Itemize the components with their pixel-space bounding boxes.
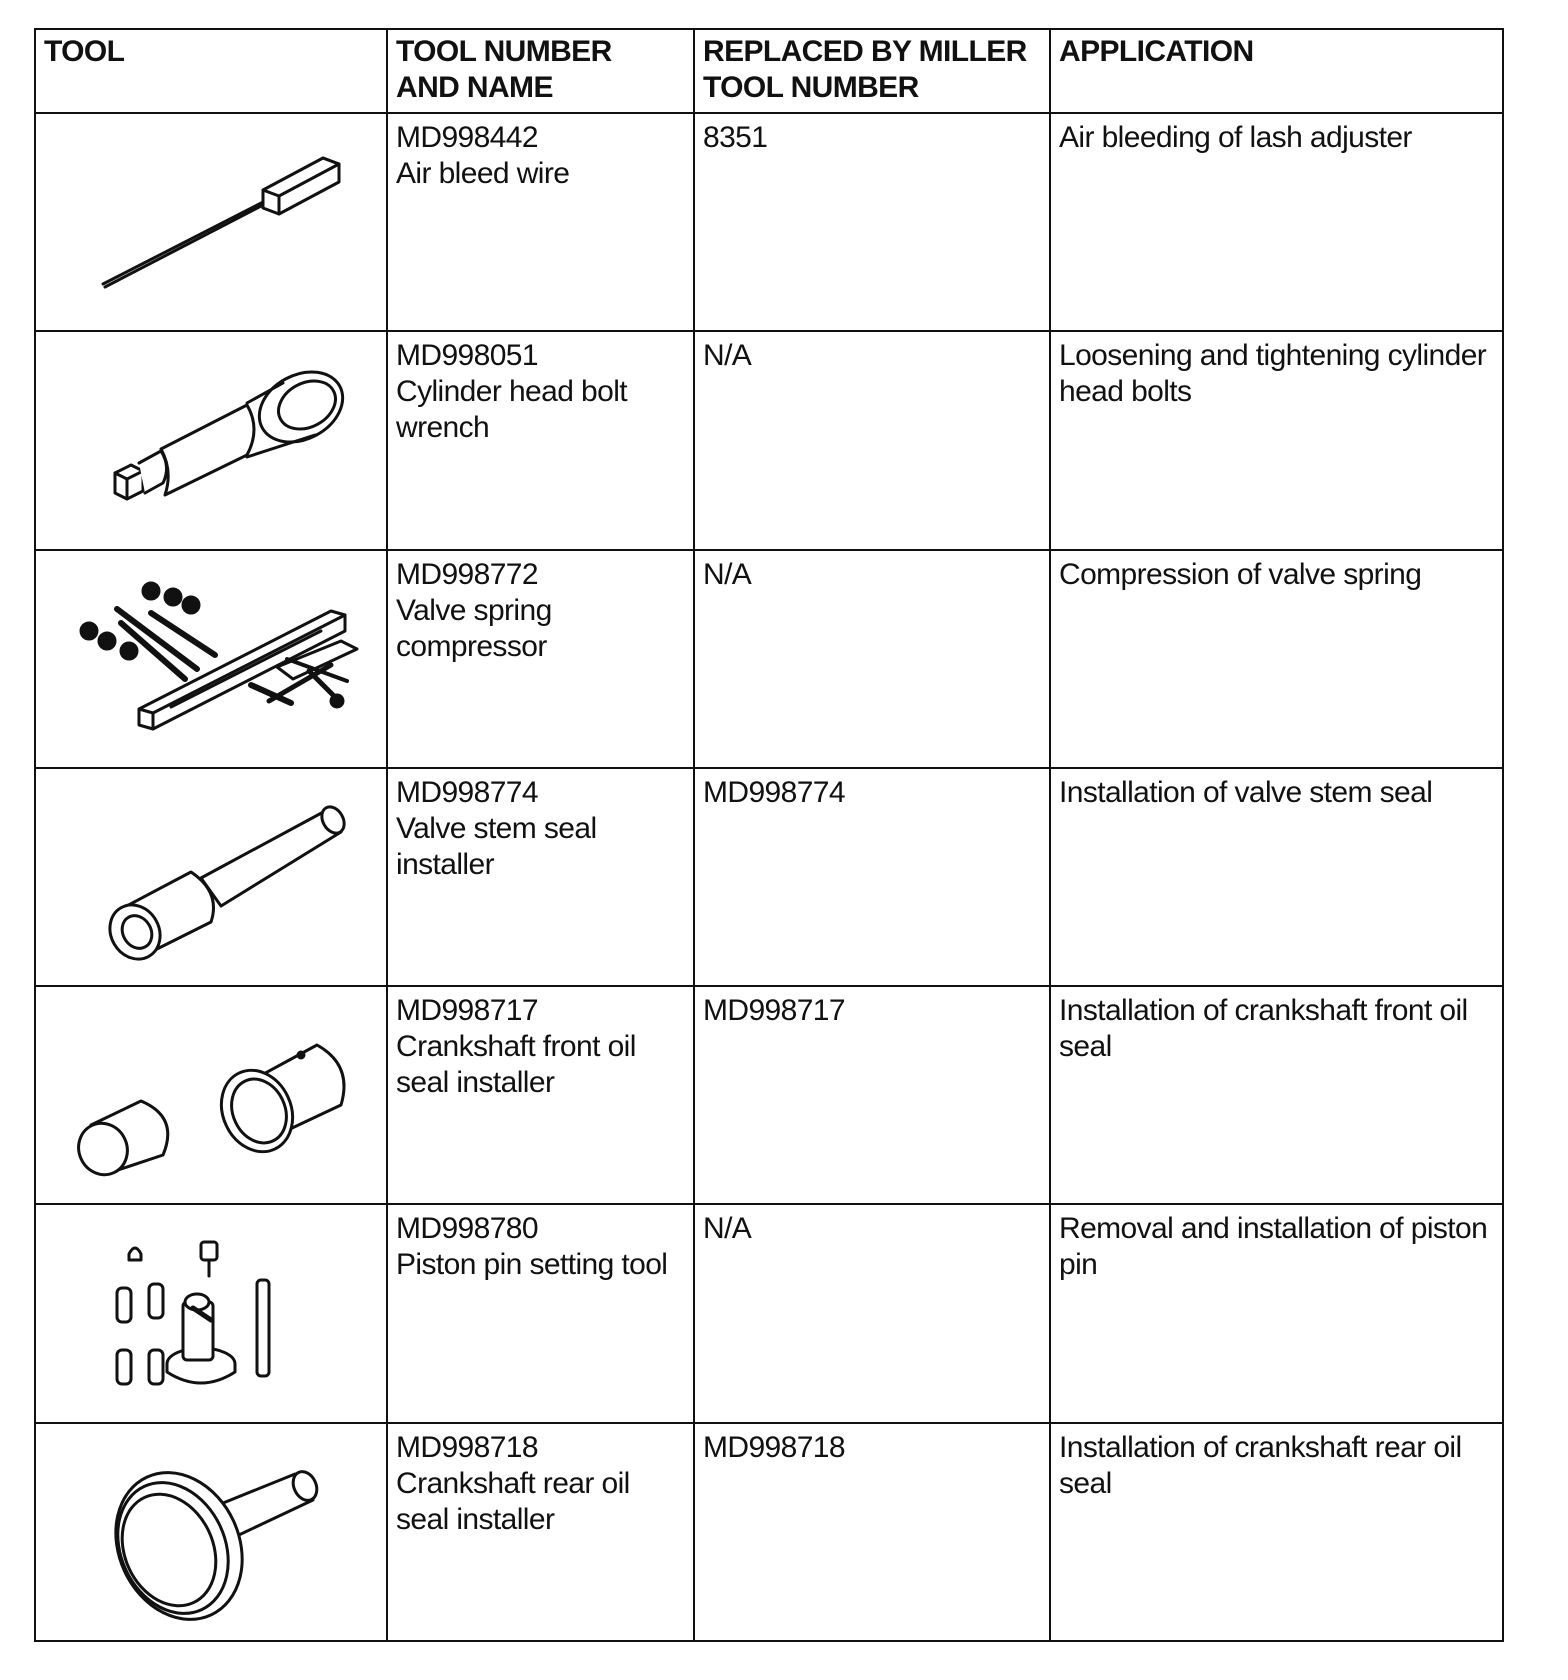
table-row bbox=[35, 1423, 1503, 1641]
tool-number: MD998774 bbox=[396, 775, 538, 809]
miller-number-cell bbox=[694, 331, 1050, 549]
header-tool bbox=[35, 29, 387, 113]
miller-number-cell bbox=[694, 550, 1050, 768]
tool-name: Air bleed wire bbox=[396, 157, 570, 190]
miller-number-cell bbox=[694, 1204, 1050, 1422]
special-tools-table bbox=[34, 28, 1504, 1642]
tool-illustration-cell bbox=[35, 550, 387, 768]
miller-number: MD998717 bbox=[703, 994, 845, 1028]
crankshaft-rear-oil-seal-installer-icon bbox=[61, 1432, 361, 1632]
table-row bbox=[35, 768, 1503, 986]
header-application-label: APPLICATION bbox=[1059, 35, 1254, 68]
tool-name: Cylinder head bolt wrench bbox=[396, 375, 628, 445]
application-text: Removal and installation of piston pin bbox=[1059, 1212, 1488, 1282]
header-tool-label: TOOL bbox=[44, 35, 125, 68]
table-row bbox=[35, 550, 1503, 768]
tool-number-cell bbox=[387, 986, 694, 1204]
header-application bbox=[1050, 29, 1503, 113]
header-miller bbox=[694, 29, 1050, 113]
header-tool-number-line2: AND NAME bbox=[396, 71, 553, 104]
table-row bbox=[35, 986, 1503, 1204]
air-bleed-wire-icon bbox=[61, 132, 361, 312]
tool-number: MD998051 bbox=[396, 339, 538, 373]
application-cell bbox=[1050, 331, 1503, 549]
application-cell bbox=[1050, 113, 1503, 331]
application-text: Installation of valve stem seal bbox=[1059, 775, 1433, 809]
tool-illustration-cell bbox=[35, 768, 387, 986]
tool-number-cell bbox=[387, 550, 694, 768]
miller-number: MD998774 bbox=[703, 775, 845, 809]
miller-number-cell bbox=[694, 768, 1050, 986]
miller-number: MD998718 bbox=[703, 1430, 845, 1464]
tool-number-cell bbox=[387, 331, 694, 549]
tool-illustration-cell bbox=[35, 1423, 387, 1641]
header-miller-line2: TOOL NUMBER bbox=[703, 71, 919, 104]
tool-table-sheet bbox=[34, 28, 1504, 1642]
tool-name: Piston pin setting tool bbox=[396, 1248, 668, 1282]
table-row bbox=[35, 113, 1503, 331]
miller-number: N/A bbox=[703, 339, 752, 373]
tool-number-cell bbox=[387, 768, 694, 986]
tool-number: MD998780 bbox=[396, 1212, 538, 1246]
tool-number: MD998717 bbox=[396, 994, 538, 1028]
miller-number: N/A bbox=[703, 1212, 752, 1246]
tool-name: Valve stem seal installer bbox=[396, 811, 597, 881]
tool-number-cell bbox=[387, 1423, 694, 1641]
tool-number-cell bbox=[387, 113, 694, 331]
piston-pin-setting-tool-icon bbox=[81, 1224, 341, 1404]
cylinder-head-bolt-wrench-icon bbox=[61, 345, 361, 535]
application-text: Compression of valve spring bbox=[1059, 557, 1422, 591]
application-cell bbox=[1050, 986, 1503, 1204]
miller-number: 8351 bbox=[703, 121, 768, 154]
tool-number: MD998718 bbox=[396, 1430, 538, 1464]
application-cell bbox=[1050, 768, 1503, 986]
application-cell bbox=[1050, 550, 1503, 768]
tool-illustration-cell bbox=[35, 113, 387, 331]
header-tool-number bbox=[387, 29, 694, 113]
application-text: Installation of crankshaft rear oil seal bbox=[1059, 1430, 1462, 1500]
valve-stem-seal-installer-icon bbox=[61, 782, 361, 972]
miller-number: N/A bbox=[703, 557, 752, 591]
miller-number-cell bbox=[694, 1423, 1050, 1641]
table-row bbox=[35, 1204, 1503, 1422]
tool-illustration-cell bbox=[35, 331, 387, 549]
miller-number-cell bbox=[694, 986, 1050, 1204]
tool-name: Crankshaft rear oil seal installer bbox=[396, 1466, 630, 1536]
tool-number: MD998442 bbox=[396, 121, 538, 154]
valve-spring-compressor-icon bbox=[51, 569, 371, 749]
tool-name: Crankshaft front oil seal installer bbox=[396, 1030, 636, 1100]
application-cell bbox=[1050, 1423, 1503, 1641]
tool-number-cell bbox=[387, 1204, 694, 1422]
miller-number-cell bbox=[694, 113, 1050, 331]
application-text: Installation of crankshaft front oil seal bbox=[1059, 994, 1468, 1064]
table-header-row bbox=[35, 29, 1503, 113]
application-text: Air bleeding of lash adjuster bbox=[1059, 121, 1412, 154]
header-miller-line1: REPLACED BY MILLER bbox=[703, 35, 1027, 68]
application-cell bbox=[1050, 1204, 1503, 1422]
crankshaft-front-oil-seal-installer-icon bbox=[51, 1005, 371, 1185]
tool-name: Valve spring compressor bbox=[396, 593, 552, 663]
application-text: Loosening and tightening cylinder head bolts bbox=[1059, 339, 1487, 409]
table-row bbox=[35, 331, 1503, 549]
header-tool-number-line1: TOOL NUMBER bbox=[396, 35, 612, 68]
tool-number: MD998772 bbox=[396, 557, 538, 591]
tool-illustration-cell bbox=[35, 986, 387, 1204]
tool-illustration-cell bbox=[35, 1204, 387, 1422]
